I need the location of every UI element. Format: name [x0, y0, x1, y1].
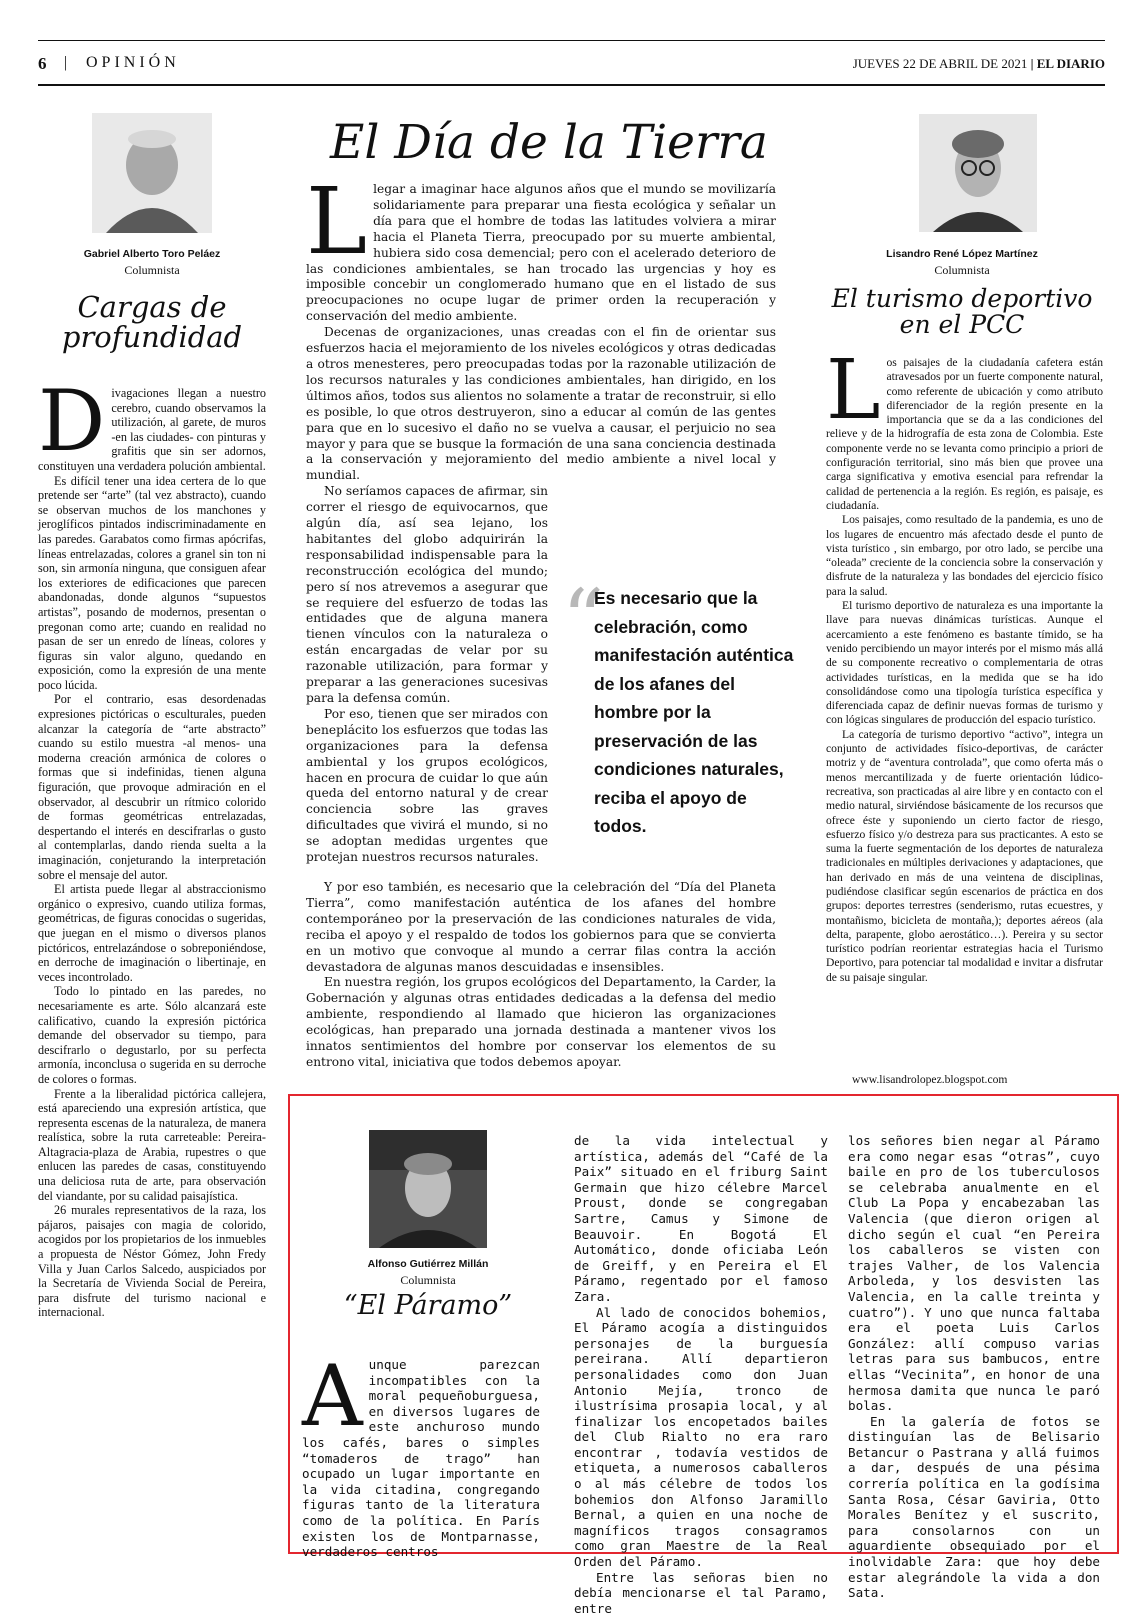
- paragraph: Es difícil tener una idea certera de lo que pretende ser “arte” (tal vez abstracto), cuando se observan muchos de los manchones y jeroglíficos pintados indiscriminadamente en las paredes. Garabatos como firmas apócrifas, líneas entrelazadas, colores a granel sin ton ni son, sin armonía ninguna, que consiguen afear los exteriores de edificaciones que parecen abandonadas, donde algunos “supuestos artistas”, posando de modernos, presentan o pregonan como arte; cuando en realidad no pasan de ser un enredo de líneas, colores y figuras sin valor alguno, quedando en exposición, como la expresión de una mente poco lúcida.: [38, 473, 266, 692]
- columnist-photo-lopez: [919, 114, 1037, 232]
- header-rule: [38, 84, 1105, 86]
- author-role-gutierrez: Columnista: [400, 1273, 456, 1287]
- paragraph: Entre las señoras bien no debía mencionarse el tal Paramo, entre: [574, 1569, 828, 1616]
- page-number: 6: [38, 54, 47, 73]
- paragraph: Al lado de conocidos bohemios, El Páramo acogía a distinguidos personajes de la burguesía pereirana. Allí departieron personalidades como don Juan Antonio Mejía, tronco de ilustrísima prosapia local, y al finalizar los encopetados bailes del Club Rialto no era raro encontrar , todavía vestidos de etiqueta, a numerosos caballeros o al más célebre de todos los bohemios don Alfonso Jaramillo Bernal, a quien en una noche de magníficos tragos consagramos como gran Maestre de la Real Orden del Páramo.: [574, 1304, 828, 1570]
- paragraph: El turismo deportivo de naturaleza es una importante la llave para nuevas dinámicas turísticas. Aunque el acercamiento a este fenómeno es bastante tímido, se ha venido percibiendo un mayor interés por el mismo más allá de su componente recreativo o complementaria de otras actividades turísticas, en la medida que se ha ido consolidándose como una tipología turística específica y diferenciada capaz de definir nuevas formas de turismo y con lógicas singulares de producción del espacio turístico.: [826, 599, 1103, 727]
- paragraph: El artista puede llegar al abstraccionismo orgánico o expresivo, cuando utiliza formas, geométricas, de figuras conocidas o sugeridas, que juegan en el mismo o diversos planos pictóricos, entrelazándose o sobreponiéndose, en derroche de imaginación o libertinaje, en veces incontrolado.: [38, 882, 266, 984]
- quote-mark-icon: “: [562, 573, 604, 668]
- title-line-1: Cargas de: [77, 290, 227, 324]
- issue-date: JUEVES 22 DE ABRIL DE 2021: [852, 56, 1028, 71]
- paragraph: Por el contrario, esas desordenadas expresiones pictóricas o esculturales, pueden alcanzar la categoría de “arte abstracto” cuando su estilo muestra -al menos- una moderna creación armónica de colores o formas que si indefinidas, tienen alguna figuración, que provoque admiración en el observador, al descubrir un rítmico colorido de formas geométricas entrelazadas, despertando el interés en descifrarlas o gusto al contemplarlas, dando rienda suelta a la imaginación, conjeturando la interpretación sobre el mensaje del autor.: [38, 692, 266, 882]
- columnist-photo-toro: [92, 113, 212, 233]
- author-name-toro: Gabriel Alberto Toro Peláez: [83, 248, 221, 260]
- column-body-turismo: [826, 343, 1103, 1074]
- paragraph: 26 murales representativos de la raza, los pájaros, paisajes con magia de colorido, acogidos por los propietarios de los inmuebles a propuesta de Néstor Gómez, John Fredy Villa y Juan Carlos Salcedo, auspiciados por la Secretaría de Vivienda Social de Pereira, para disfrute del turismo nacional e internacional.: [38, 1203, 266, 1320]
- author-name-lopez: Lisandro René López Martínez: [886, 248, 1038, 260]
- paragraph: los señores bien negar al Páramo era como negar esas “otras”, cuyo baile en pro de los tuberculosos se celebraba anualmente en el Club La Popa y encabezaban las Valencia (que dieron origen al dicho según el cual “en Pereira los caballeros se visten con trajes Valher, de los Valencia Arboleda, y los desvisten las Valencia, en la calle treinta y cuatro”). Y uno que nunca faltaba era el poeta Luis Carlos González: allí compuso varias letras para sus bambucos, entre ellas “Vecinita”, en honor de una hermosa damita que nunca le paró bolas.: [848, 1133, 1100, 1414]
- paragraph: Por eso, tienen que ser mirados con beneplácito los esfuerzos que todas las organizaciones para la defensa ambiental y los grupos ecológicos, hacen en procura de cuidar lo que aún queda del entorno natural y de crear conciencia sobre las graves dificultades que vivirá el mundo, si no se adoptan medidas urgentes que protejan nuestros recursos naturales.: [306, 706, 548, 865]
- column-title-paramo: “El Páramo”: [343, 1290, 513, 1321]
- paragraph: Y por eso también, es necesario que la celebración del “Día del Planeta Tierra”, como manifestación auténtica de los afanes del hombre contemporáneo por la preservación de las condiciones naturales de vida, reciba el apoyo y el respaldo de todos los gobiernos para que se convierta en un motivo que convoque al mundo a cerrar filas contra la acción devastadora de algunas manos descuidadas e insensibles.: [306, 880, 776, 974]
- header-date-group: [853, 56, 1105, 72]
- paragraph: Divagaciones llegan a nuestro cerebro, cuando observamos la utilización, al garete, de muros -en las ciudades- con pinturas y grafitis que sin ser adornos, constituyen una verdadera polución ambiental.: [38, 372, 266, 473]
- author-name-gutierrez: Alfonso Gutiérrez Millán: [367, 1258, 489, 1270]
- title-line-1: El turismo deportivo: [831, 284, 1093, 313]
- portrait-icon: [919, 114, 1037, 232]
- paragraph: Llegar a imaginar hace algunos años que el mundo se movilizaría solidariamente para preparar una fiesta ecológica y señalar un día para que el hombre de todas las latitudes volviera a mirar hacia el Planeta Tierra, preocupado por su muerte ambiental, hubiera sido cosa demencial; pero con el acelerado deterioro de las condiciones ambientales, se han trocado las urgencias y hoy es imposible concebir un conglomerado humano que en el listado de sus preocupaciones no ocupe lugar de primer orden la recuperación y conservación del medio ambiente.: [306, 168, 776, 324]
- author-role-lopez: Columnista: [934, 263, 990, 277]
- paragraph: Decenas de organizaciones, unas creadas con el fin de orientar sus esfuerzos hacia el mejoramiento de los niveles ecológicos y otras dedicadas a otros menesteres, pero preocupadas todas por la razonable utilización de los recursos naturales y las condiciones ambientales, han dirigido, en los últimos años, todos sus alientos no solamente a tratar de reconstruir, si ello es posible, lo que otros destruyeron, sino a educar al común de las gentes para que en lo sucesivo el daño no se vuelva a causar, el perjuicio no sea mayor y para que se busque la formación de una sana conciencia destinada a la conservación y mejoramiento del medio ambiente a nivel local y mundial.: [306, 325, 776, 483]
- header-separator-2: |: [1030, 56, 1034, 71]
- paragraph: En nuestra región, los grupos ecológicos del Departamento, la Carder, la Gobernación y algunas otras entidades dedicadas a la defensa del medio ambiente, respondiendo al llamado que hicieron las organizaciones ecológicas, han preparado una jornada destinada a mantener vivos los innatos sentimientos del hombre por conservar los elementos de su entrono vital, iniciativa que todos debemos apoyar.: [306, 975, 776, 1069]
- drop-cap: D: [38, 372, 106, 470]
- column-title-cargas: [38, 292, 266, 353]
- paragraph: Los paisajes, como resultado de la pandemia, es uno de los lugares de encuentro más afectado desde el punto de vista turístico , sin embargo, por otro lado, se percibe una “oleada” creciente de la conciencia sobre la conservación y disfrute de la naturaleza y las bondades del ejercicio físico para la salud.: [826, 513, 1103, 598]
- portrait-icon: [369, 1130, 487, 1248]
- author-website[interactable]: www.lisandrolopez.blogspot.com: [852, 1073, 1008, 1086]
- drop-cap: L: [306, 168, 368, 275]
- paragraph: La categoría de turismo deportivo “activo”, integra un conjunto de actividades físico-deportivas, de carácter motriz y de “aventura controlada”, que como oferta más o menos mercantilizada y de fuerte orientación lúdico-recreativa, son practicadas al aire libre y en contacto con el medio natural, sirviéndose básicamente de los recursos que ofrece éste y suponiendo un cierto factor de riesgo, esfuerzo físico y/o destreza para sus practicantes. A esto se suma la fuerte segmentación de los deportes de naturaleza tradicionales en múltiples derivaciones y adaptaciones, que han derivado en más de una veintena de disciplinas, pudiéndose clasificar según escenarios de práctica en dos grupos: deportes terrestres (senderismo, rutas ecuestres, y montañismo, bicicleta de montaña,); deportes aéreos (ala delta, parapente, globo aerostático…). Pereira y su sector turístico podrían reorientar estrategias hacia el Turismo Deportivo, para potenciar tal modalidad e invitar a disfrutar de su paisaje singular.: [826, 727, 1103, 984]
- paragraph: Todo lo pintado en las paredes, no necesariamente es arte. Sólo alcanzará este calificativo, cuando la expresión pictórica demande del observador su tiempo, para descifrarlo o degustarlo, por su perfecta armonía, inconclusa o sugerida en su derroche de colores o formas.: [38, 984, 266, 1086]
- columnist-photo-gutierrez: [369, 1130, 487, 1248]
- page-header: [38, 54, 1105, 78]
- portrait-icon: [92, 113, 212, 233]
- paramo-col-2: [574, 1133, 828, 1616]
- title-line-2: en el PCC: [899, 310, 1025, 340]
- drop-cap: L: [826, 343, 881, 438]
- section-name: OPINIÓN: [86, 54, 180, 71]
- paragraph: No seríamos capaces de afirmar, sin correr el riesgo de equivocarnos, que algún día, así sea lejano, los habitantes del globo adquirirán la responsabilidad indispensable para la reconstrucción ecológica del mundo; pero sí nos atrevemos a asegurar que se requiere del esfuerzo de todas las entidades que de alguna manera tienen vínculos con la naturaleza o están encargadas de velar por su razonable utilización, para formar y preparar a las generaciones sucesivas para la defensa común.: [306, 484, 776, 707]
- title-line-2: profundidad: [61, 320, 243, 355]
- paragraph: Frente a la liberalidad pictórica callejera, está apareciendo una expresión artística, que representa escenas de la naturaleza, de manera realística, sobre la ruta carreteable: Pereira-Altagracia-plaza de Arabia, rupestres o que enlucen las paredes de casas, constituyendo una deliciosa ruta de arte, para observación del viandante, por su calidad paisajística.: [38, 1086, 266, 1203]
- top-rule: [38, 40, 1105, 41]
- column-body-cargas: [38, 372, 266, 1536]
- drop-cap: A: [302, 1347, 363, 1445]
- main-headline: El Día de la Tierra: [330, 115, 768, 170]
- paramo-col-3: [848, 1133, 1100, 1601]
- paragraph: Aunque parezcan incompatibles con la moral pequeñoburguesa, en diversos lugares de este anchuroso mundo los cafés, bares o simples “tomaderos de trago” han ocupado un lugar importante en la vida citadina, congregando figuras tanto de la literatura como de la política. En París existen los de Montparnasse, verdaderos centros: [302, 1347, 540, 1560]
- author-role-toro: Columnista: [124, 263, 180, 277]
- newspaper-name: EL DIARIO: [1036, 56, 1105, 71]
- paragraph: Los paisajes de la ciudadanía cafetera están atravesados por un fuerte componente natural, como referente de ubicación y como atributo diferenciador de la región presente en la importancia que se da a las condiciones del relieve y de la hidrografía de esta zona de Colombia. Este componente verde no se levanta como principio a priori de configuración territorial, sino más bien que provee una carga significativa y emotiva esencial para refrendar la calidad de pertenencia a la región. Es región, es paisaje, es ciudadanía.: [826, 343, 1103, 512]
- header-separator: |: [64, 54, 68, 71]
- column-title-turismo: [820, 286, 1104, 339]
- pull-quote: Es necesario que la celebración, como manifestación auténtica de los afanes del hombre por la preservación de las condiciones naturales, reciba el apoyo de todos.: [594, 588, 794, 836]
- paragraph: En la galería de fotos se distinguían las de Belisario Betancur o Pastrana y allá fuimos a dar, después de una pésima correría política en la godísima Santa Rosa, César Gaviria, Otto Morales Benítez y el suscrito, para consolarnos con un aguardiente obsequiado por el inolvidable Zara: que hoy debe estar alegrándole la vida a don Sata.: [848, 1413, 1100, 1601]
- paragraph: de la vida intelectual y artística, además del “Café de la Paix” situado en el friburg Saint Germain que hizo célebre Marcel Proust, donde se congregaban Sartre, Camus y Simone de Beauvoir. En Bogotá El Automático, donde oficiaba León de Greiff, y en Pereira el El Páramo, regentado por el famoso Zara.: [574, 1133, 828, 1304]
- main-article-body-cont: [306, 880, 776, 1090]
- paramo-col-1: [302, 1347, 540, 1560]
